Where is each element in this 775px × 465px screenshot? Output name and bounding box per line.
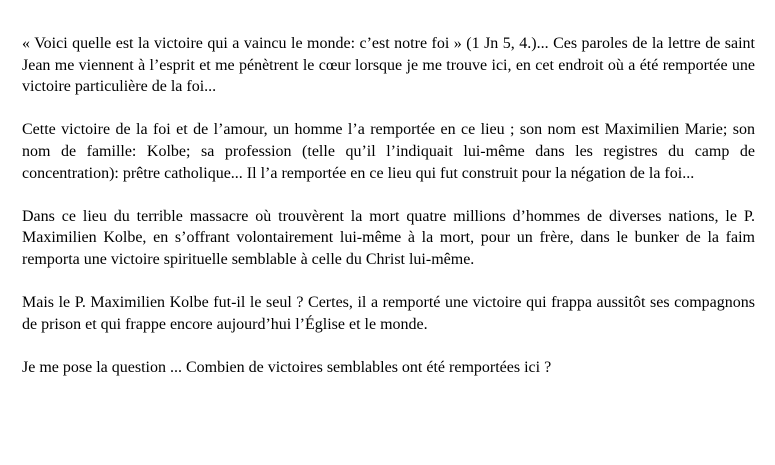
paragraph-2: Cette victoire de la foi et de l’amour, un homme l’a remportée en ce lieu ; son nom est Maximilien Marie; son nom de famille: Kolbe; sa profession (telle qu’il l’indiquait lui-même dans les registres du camp de concentration): prêtre catholique... Il l’a remportée en ce lieu qui fut construit pour la négation de la foi...: [22, 121, 755, 182]
paragraph-3: Dans ce lieu du terrible massacre où trouvèrent la mort quatre millions d’hommes de diverses nations, le P. Maximilien Kolbe, en s’offrant volontairement lui-même à la mort, pour un frère, dans le bunker de la faim remporta une victoire spirituelle semblable à celle du Christ lui-même.: [22, 207, 755, 268]
paragraph-4: Mais le P. Maximilien Kolbe fut-il le seul ? Certes, il a remporté une victoire qui frappa aussitôt ses compagnons de prison et qui frappe encore aujourd’hui l’Église et le monde.: [22, 294, 755, 333]
paragraph-1: « Voici quelle est la victoire qui a vaincu le monde: c’est notre foi » (1 Jn 5, 4.)... Ces paroles de la lettre de saint Jean me viennent à l’esprit et me pénètrent le cœur lorsque je me trouve ici, en cet endroit où a été remportée une victoire particulière de la foi...: [22, 35, 755, 96]
document-body: [22, 33, 755, 379]
paragraph-5: Je me pose la question ... Combien de victoires semblables ont été remportées ici ?: [22, 358, 552, 376]
